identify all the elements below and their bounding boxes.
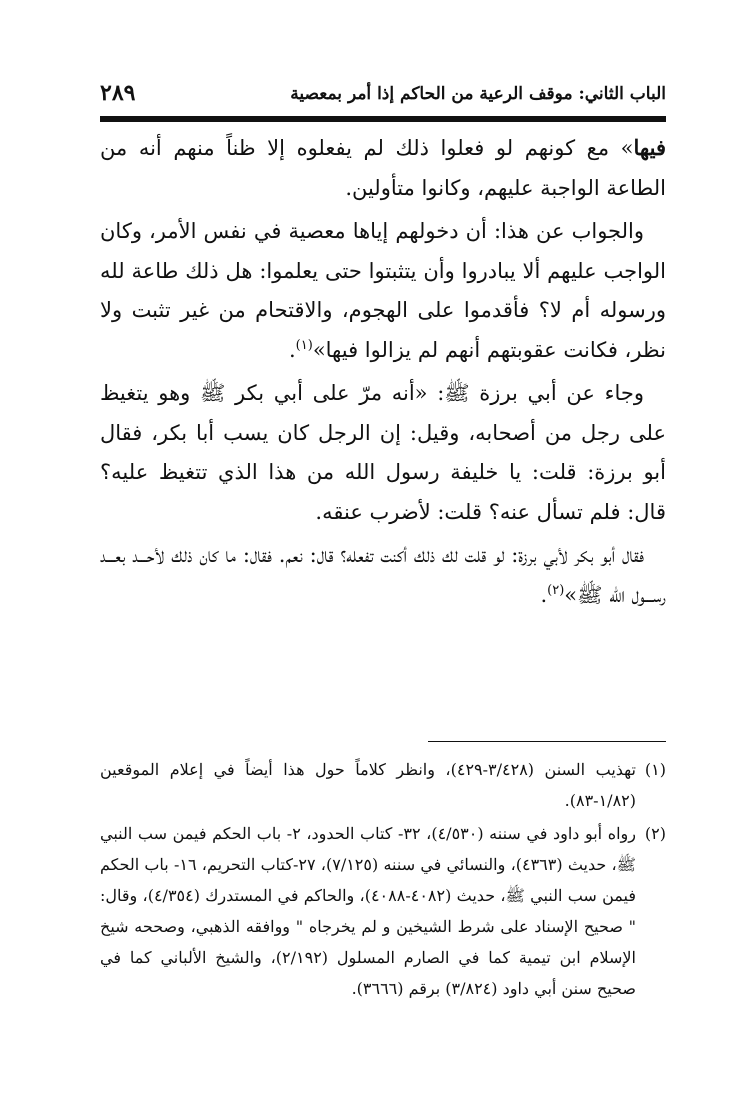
footnote-2-number: (٢) (644, 824, 666, 843)
footnote-1 (100, 754, 666, 816)
paragraph-4-end: . (540, 582, 548, 607)
running-header (100, 74, 666, 114)
footnote-2 (100, 818, 666, 1004)
paragraph-2-end: . (288, 337, 296, 362)
footnote-ref-1[interactable]: (١) (295, 337, 313, 353)
paragraph-1-lead: فيها (633, 135, 666, 160)
footnotes (100, 754, 666, 1006)
paragraph-3-text: وجاء عن أبي برزة ﷺ: «أنه مرّ على أبي بكر ﷺ وهو يتغيظ على رجل من أصحابه، وقيل: إن الرجل كان يسب أبا بكر، فقال أبو برزة: قلت: يا خليفة رسول الله من هذا الذي تتغيظ عليه؟ قال: فلم تسأل عنه؟ قلت: لأضرب عنقه. (100, 381, 666, 524)
footnote-1-text: تهذيب السنن (٣/٤٢٨-٤٢٩)، وانظر كلاماً حول هذا أيضاً في إعلام الموقعين (١/٨٢-٨٣). (100, 760, 637, 810)
paragraph-4-text: فقال أبو بكر لأبي برزة: لو قلت لك ذلك أكنت تفعله؟ قال: نعم. فقال: ما كان ذلك لأحـــد بعـــد رســـول الله ﷺ» (100, 543, 666, 607)
header-rule (100, 116, 666, 122)
paragraph-3 (100, 374, 666, 532)
paragraph-2 (100, 212, 666, 370)
main-text (100, 128, 666, 619)
page-number: ٢٨٩ (100, 80, 136, 106)
chapter-title: الباب الثاني: موقف الرعية من الحاكم إذا أمر بمعصية (290, 84, 666, 104)
paragraph-4 (100, 536, 666, 615)
footnote-ref-2[interactable]: (٢) (547, 582, 565, 598)
footnote-separator (428, 741, 666, 742)
paragraph-2-text: والجواب عن هذا: أن دخولهم إياها معصية في نفس الأمر، وكان الواجب عليهم ألا يبادروا وأن يتثبتوا حتى يعلموا: هل ذلك طاعة لله ورسوله أم لا؟ فأقدموا على الهجوم، والاقتحام من غير تثبت ولا نظر، فكانت عقوبتهم أنهم لم يزالوا فيها» (100, 219, 666, 362)
footnote-1-number: (١) (644, 760, 667, 779)
footnote-2-text: رواه أبو داود في سننه (٤/٥٣٠)، ٣٢- كتاب الحدود، ٢- باب الحكم فيمن سب النبي ﷺ، حديث (٤٣٦٣)، والنسائي في سننه (٧/١٢٥)، ٢٧-كتاب التحريم، ١٦- باب الحكم فيمن سب النبي ﷺ، حديث (٤٠٨٢-٤٠٨٨)، والحاكم في المستدرك (٤/٣٥٤)، وقال: " صحيح الإسناد على شرط الشيخين و لم يخرجاه " ووافقه الذهبي، وصححه شيخ الإسلام ابن تيمية كما في الصارم المسلول (٢/١٩٢)، والشيخ الألباني كما في صحيح سنن أبي داود (٣/٨٢٤) برقم (٣٦٦٦). (100, 824, 636, 998)
paragraph-1 (100, 128, 666, 208)
paragraph-1-text: » مع كونهم لو فعلوا ذلك لم يفعلوه إلا ظناً منهم أنه من الطاعة الواجبة عليهم، وكانوا متأولين. (100, 136, 666, 200)
